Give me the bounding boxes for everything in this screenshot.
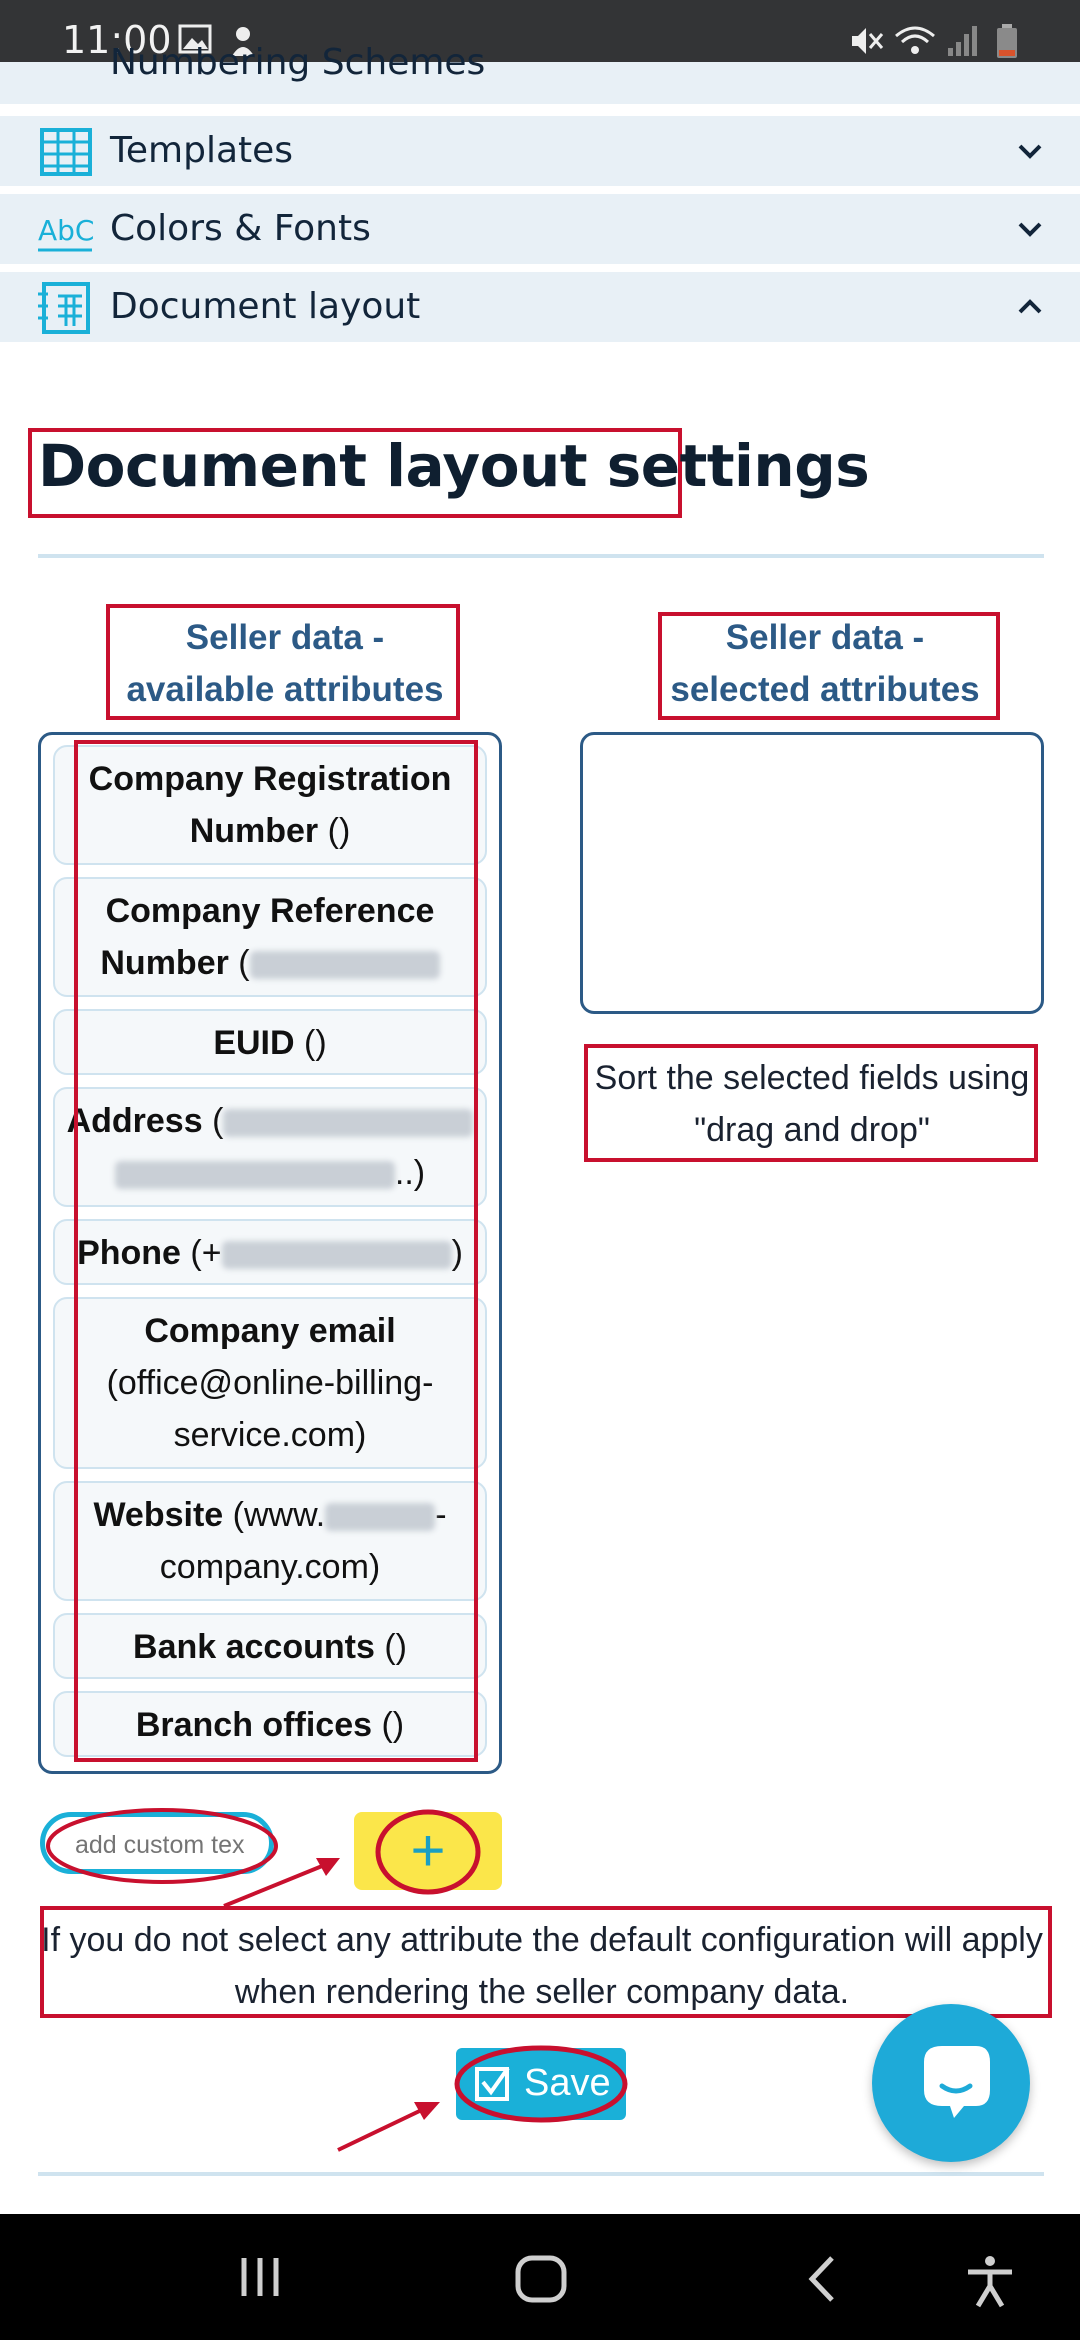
accordion-label: Templates [110,130,294,171]
attribute-name: Address [66,1102,203,1140]
attribute-value: ( [212,1102,224,1140]
attribute-name: Branch offices [135,1706,373,1744]
recent-apps-icon[interactable] [236,2254,284,2300]
accessibility-icon[interactable] [964,2254,1016,2308]
divider [38,2172,1044,2176]
attribute-name: Website [93,1496,224,1534]
save-button[interactable] [456,2048,626,2120]
attribute-value: () [327,812,351,850]
available-title-highlight-box [106,604,460,720]
attributes-highlight-box [74,740,478,1762]
attribute-value: () [304,1024,327,1062]
accordion-document-layout[interactable] [0,272,1080,346]
sort-hint-highlight-box [584,1044,1038,1162]
attribute-name: Phone [77,1234,181,1272]
page-title: Document layout settings [38,432,870,500]
accordion-colors-fonts[interactable] [0,194,1080,268]
attribute-value: (office@online-billing-service.com) [106,1364,434,1454]
chevron-down-icon [1016,140,1044,162]
selected-title-highlight-box [658,612,1000,720]
attribute-value: () [381,1706,405,1744]
table-grid-icon [36,126,94,178]
divider [38,554,1044,558]
checkbox-check-icon [474,2064,512,2102]
custom-text-field[interactable] [40,1812,274,1874]
accordion-templates[interactable] [0,116,1080,190]
note-highlight-box [40,1906,1052,2018]
accordion-label: Colors & Fonts [110,208,371,249]
available-attributes-title: Seller data - available attributes [126,618,444,709]
signal-icon [946,24,980,58]
attribute-value: (+ [190,1234,222,1272]
attribute-value: ( [238,944,250,982]
attribute-name: Company email [144,1312,396,1350]
attribute-item-website[interactable]: Website (www. - company.com) [53,1481,487,1601]
attribute-name: Bank accounts [133,1628,375,1666]
attribute-item-address[interactable]: Address ( ..) [53,1087,487,1207]
mute-icon [848,24,884,58]
chevron-up-icon [1016,296,1044,318]
attribute-name: Company Registration Number [88,760,452,850]
accordion-label: Document layout [110,286,421,327]
plus-icon: + [410,1817,446,1884]
chevron-down-icon [1016,218,1044,240]
default-config-note: If you do not select any attribute the default configuration will apply when rendering the seller company data. [41,1921,1043,2011]
add-custom-text-button[interactable] [354,1812,502,1890]
selected-attributes-dropzone[interactable] [580,732,1044,1014]
attribute-value: () [384,1628,407,1666]
wifi-icon [894,24,936,58]
attribute-name: EUID [213,1024,295,1062]
notebook-layout-icon [36,282,94,334]
navigation-bar [0,2214,1080,2340]
chat-button[interactable] [872,2004,1030,2162]
sort-hint-text: Sort the selected fields using "drag and drop" [594,1059,1030,1149]
back-icon[interactable] [804,2254,838,2304]
chat-bubble-icon [872,2004,1030,2162]
status-time: 11:00 [62,18,172,62]
home-icon[interactable] [514,2254,568,2304]
attribute-name: Company Reference Number [100,892,435,982]
accordion-label: Numbering Schemes [110,42,486,83]
accordion-numbering-schemes[interactable] [0,42,1080,108]
selected-attributes-title: Seller data - selected attributes [670,618,980,709]
annotation-arrow [338,2106,430,2150]
attribute-item-phone[interactable]: Phone (+ ) [53,1219,487,1285]
attribute-value: (www. [232,1496,326,1534]
abc-text-icon [36,204,94,256]
custom-text-input[interactable] [75,1831,255,1860]
battery-icon [996,24,1018,60]
svg-text:AbC: AbC [38,214,94,247]
save-label: Save [524,2062,611,2104]
